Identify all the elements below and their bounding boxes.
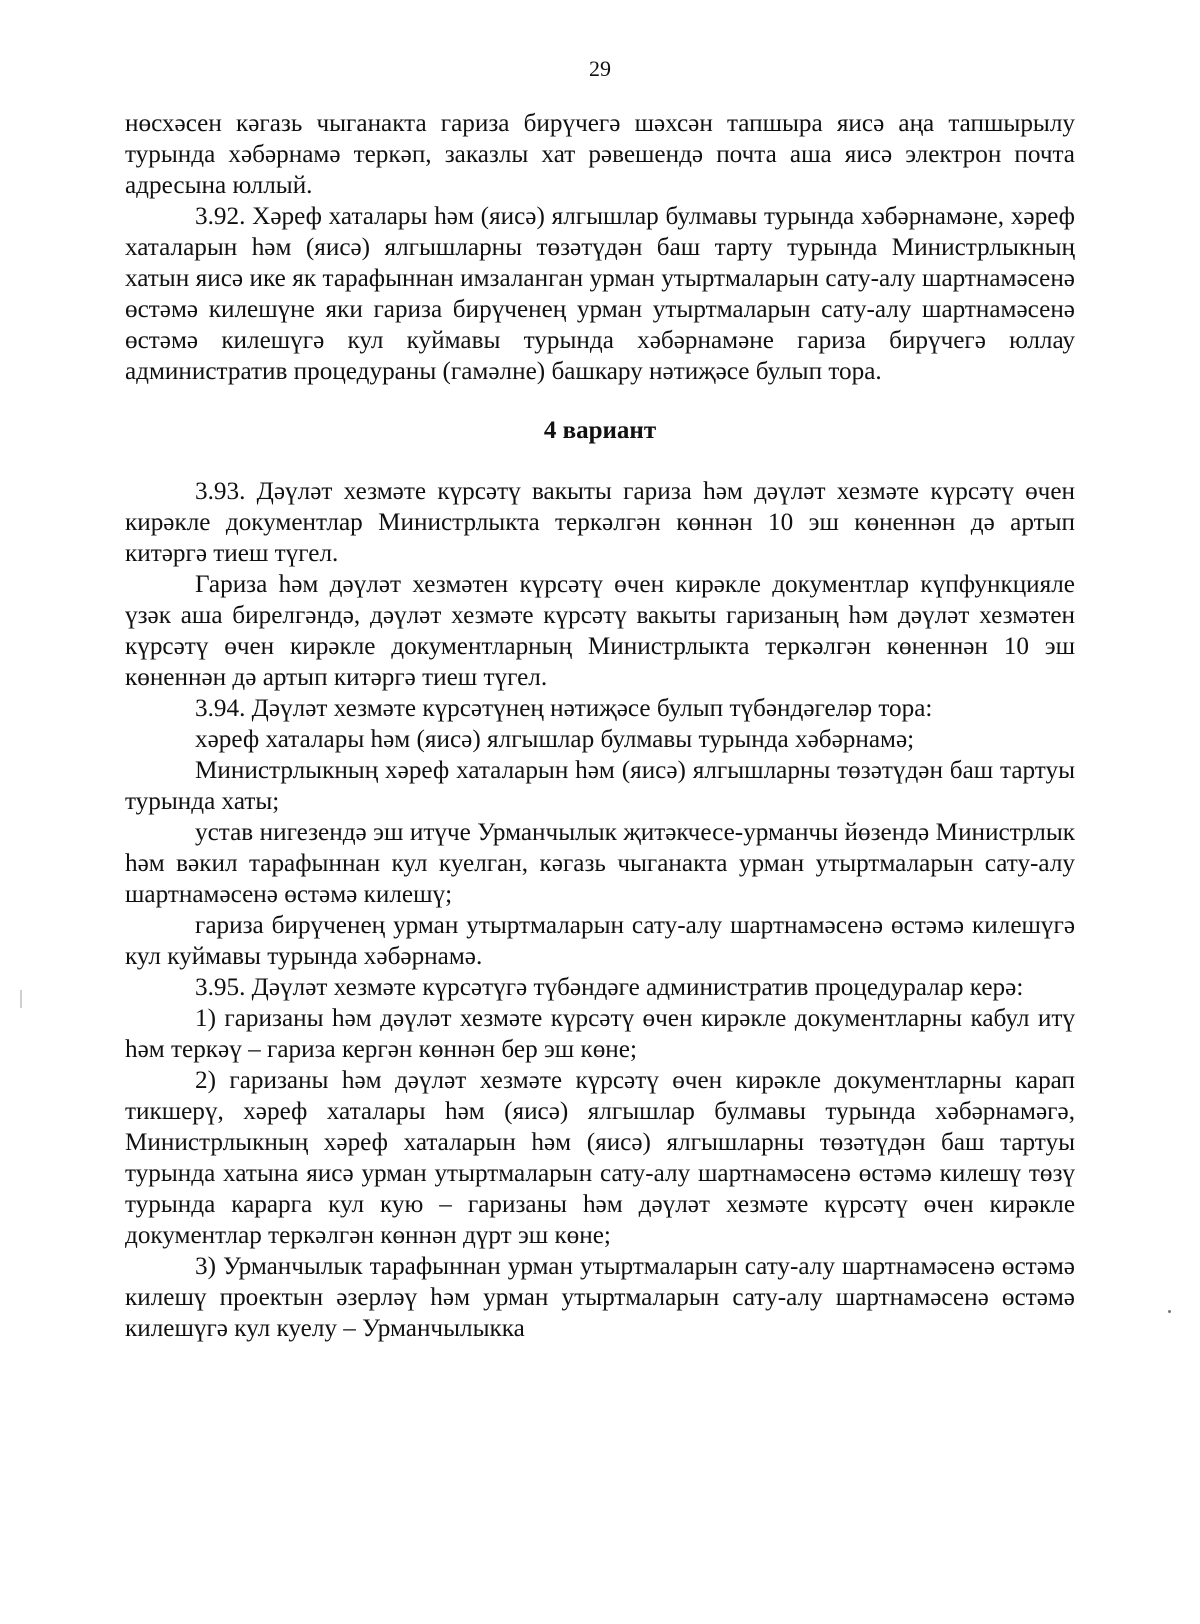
paragraph-continuation: нөсхәсен кәгазь чыганакта гариза бирүчегә шәхсән тапшыра яисә аңа тапшырылу турында хәбәрнамә теркәп, заказлы хат рәвешендә почта аша яисә электрон почта адресына юллый. <box>125 110 1075 199</box>
list-item-result-2: Министрлыкның хәреф хаталарын һәм (яисә) ялгышларны төзәтүдән баш тартуы турында хаты; <box>125 757 1075 815</box>
paragraph-3-93: 3.93. Дәүләт хезмәте күрсәтү вакыты гариза һәм дәүләт хезмәте күрсәтү өчен кирәкле документлар Министрлыкта теркәлгән көннән 10 эш көненнән дә артып китәргә тиеш түгел. <box>125 478 1075 567</box>
list-item-result-4: гариза бирүченең урман утыртмаларын сату-алу шартнамәсенә өстәмә килешүгә кул куймавы турында хәбәрнамә. <box>125 912 1075 970</box>
section-heading: 4 вариант <box>543 417 657 444</box>
list-item-procedure-3: 3) Урманчылык тарафыннан урман утыртмаларын сату-алу шартнамәсенә өстәмә килешү проектын әзерләү һәм урман утыртмаларын сату-алу шартнамәсенә өстәмә килешүгә кул куелу – Урманчылыкка <box>125 1253 1075 1342</box>
paragraph-3-94: 3.94. Дәүләт хезмәте күрсәтүнең нәтиҗәсе булып түбәндәгеләр тора: <box>195 695 933 722</box>
list-item-procedure-1: 1) гаризаны һәм дәүләт хезмәте күрсәтү өчен кирәкле документларны кабул итү һәм теркәү – гариза кергән көннән бер эш көне; <box>125 1005 1075 1063</box>
page-number: 29 <box>589 56 611 81</box>
scan-artifact-dot <box>1168 1310 1171 1313</box>
list-item-procedure-2: 2) гаризаны һәм дәүләт хезмәте күрсәтү өчен кирәкле документларны карап тикшерү, хәреф хаталары һәм (яисә) ялгышлар булмавы турында хәбәрнамәгә, Министрлыкның хәреф хаталарын һәм (яисә) ялгышларны төзәтүдән баш тартуы турында хатына яисә урман утыртмаларын сату-алу шартнамәсенә өстәмә килешү төзү турында карарга кул кую – гаризаны һәм дәүләт хезмәте күрсәтү өчен кирәкле документлар теркәлгән көннән дүрт эш көне; <box>125 1067 1075 1249</box>
list-item-result-1: хәреф хаталары һәм (яисә) ялгышлар булмавы турында хәбәрнамә; <box>195 726 915 753</box>
paragraph-mfc-note: Гариза һәм дәүләт хезмәтен күрсәтү өчен кирәкле документлар күпфункцияле үзәк аша бирелгәндә, дәүләт хезмәте күрсәтү вакыты гаризаның һәм дәүләт хезмәтен күрсәтү өчен кирәкле документларның Министрлыкта теркәлгән көненнән 10 эш көненнән дә артып китәргә тиеш түгел. <box>125 571 1075 691</box>
scan-artifact-line <box>20 990 22 1008</box>
paragraph-3-95: 3.95. Дәүләт хезмәте күрсәтүгә түбәндәге административ процедуралар керә: <box>195 974 1024 1001</box>
list-item-result-3: устав нигезендә эш итүче Урманчылык җитәкчесе-урманчы йөзендә Министрлык һәм вәкил тарафыннан кул куелган, кәгазь чыганакта урман утыртмаларын сату-алу шартнамәсенә өстәмә килешү; <box>125 819 1075 908</box>
paragraph-3-92: 3.92. Хәреф хаталары һәм (яисә) ялгышлар булмавы турында хәбәрнамәне, хәреф хаталарын һәм (яисә) ялгышларны төзәтүдән баш тарту турында Министрлыкның хатын яисә ике як тарафыннан имзаланган урман утыртмаларын сату-алу шартнамәсенә өстәмә килешүне яки гариза бирүченең урман утыртмаларын сату-алу шартнамәсенә өстәмә килешүгә кул куймавы турында хәбәрнамәне гариза бирүчегә юллау административ процедураны (гамәлне) башкару нәтиҗәсе булып тора. <box>125 203 1075 385</box>
document-body <box>125 108 1075 1344</box>
